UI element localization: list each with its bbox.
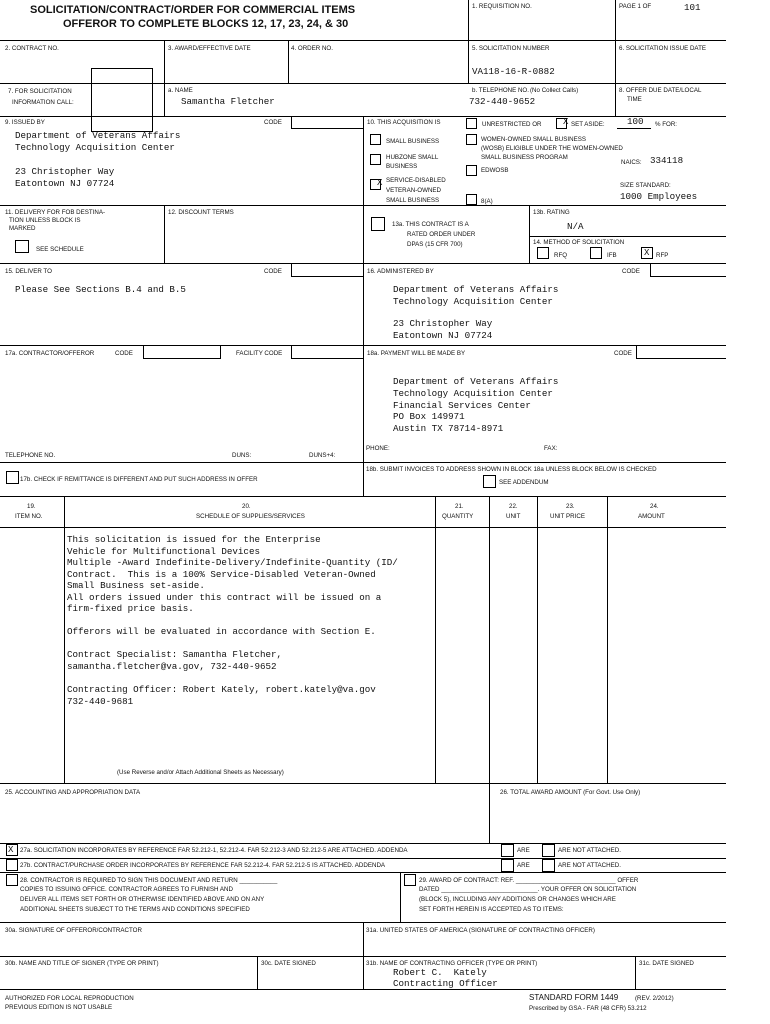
issued-by-line-1: Department of Veterans Affairs xyxy=(15,130,181,141)
schedule-line: This solicitation is issued for the Enterprise xyxy=(67,534,321,545)
percent-value: 100 xyxy=(627,116,644,127)
duns-label: DUNS: xyxy=(232,452,252,459)
rfq-checkbox[interactable] xyxy=(537,247,549,259)
28-label-2: COPIES TO ISSUING OFFICE. CONTRACTOR AGREES TO FURNISH AND xyxy=(20,886,233,893)
hubzone-checkbox[interactable] xyxy=(370,154,381,165)
deliver-to-code-label: CODE xyxy=(264,268,282,275)
rated-order-label-2: RATED ORDER UNDER xyxy=(407,231,476,238)
27a-are-not-checkbox[interactable] xyxy=(542,844,555,857)
unit-price-header: UNIT PRICE xyxy=(550,513,585,520)
page-label: PAGE 1 OF xyxy=(619,3,652,10)
27b-are-label: ARE xyxy=(517,862,530,869)
schedule-line: Contract. This is a 100% Service-Disabled Veteran-Owned xyxy=(67,569,376,580)
remittance-label: 17b. CHECK IF REMITTANCE IS DIFFERENT AND PUT SUCH ADDRESS IN OFFER xyxy=(20,476,258,483)
sdvosb-x: X xyxy=(377,178,383,188)
date-signed-offeror-label: 30c. DATE SIGNED xyxy=(261,960,316,967)
award-date-label: 3. AWARD/EFFECTIVE DATE xyxy=(168,45,251,52)
27b-are-not-checkbox[interactable] xyxy=(542,859,555,872)
size-standard-label: SIZE STANDARD: xyxy=(620,182,671,189)
name-label: a. NAME xyxy=(168,87,193,94)
27a-label: 27a. SOLICITATION INCORPORATES BY REFERENCE FAR 52.212-1, 52.212-4. FAR 52.212-3 AND 52.212-5 ARE ATTACHED. ADDENDA xyxy=(20,847,408,854)
requisition-label: 1. REQUISITION NO. xyxy=(472,3,532,10)
27a-are-not-label: ARE NOT ATTACHED. xyxy=(558,847,621,854)
amount-header: AMOUNT xyxy=(638,513,665,520)
28-label-3: DELIVER ALL ITEMS SET FORTH OR OTHERWISE IDENTIFIED ABOVE AND ON ANY xyxy=(20,896,265,903)
schedule-line: Contract Specialist: Samantha Fletcher, xyxy=(67,649,283,660)
item-no-header: ITEM NO. xyxy=(15,513,43,520)
quantity-header: QUANTITY xyxy=(442,513,474,520)
sdvosb-label-1: SERVICE-DISABLED xyxy=(386,177,446,184)
contact-name[interactable]: Samantha Fletcher xyxy=(181,96,275,107)
hubzone-label-2: BUSINESS xyxy=(386,163,418,170)
size-standard-value[interactable]: 1000 Employees xyxy=(620,191,698,202)
contract-no-label: 2. CONTRACT NO. xyxy=(5,45,59,52)
issued-by-code-label: CODE xyxy=(264,119,282,126)
administered-by-label: 16. ADMINISTERED BY xyxy=(367,268,434,275)
eight-a-checkbox[interactable] xyxy=(466,194,477,205)
29-label-1: 29. AWARD OF CONTRACT: REF. _____________________________ OFFER xyxy=(419,877,639,884)
29-label-3: (BLOCK 5), INCLUDING ANY ADDITIONS OR CHANGES WHICH ARE xyxy=(419,896,616,903)
wosb-checkbox[interactable] xyxy=(466,134,477,145)
deliver-to-label: 15. DELIVER TO xyxy=(5,268,52,275)
phone-label: PHONE: xyxy=(366,445,390,452)
percent-for-label: % FOR: xyxy=(655,121,678,128)
delivery-fob-label-2: TION UNLESS BLOCK IS xyxy=(9,217,81,224)
rating-value[interactable]: N/A xyxy=(567,221,584,232)
small-business-checkbox[interactable] xyxy=(370,134,381,145)
see-addendum-checkbox[interactable] xyxy=(483,475,496,488)
issued-by-code-box[interactable] xyxy=(291,116,363,129)
deliver-to-code-box[interactable] xyxy=(291,263,363,277)
date-signed-officer-label: 31c. DATE SIGNED xyxy=(639,960,694,967)
issued-by-line-2: Technology Acquisition Center xyxy=(15,142,175,153)
contractor-label: 17a. CONTRACTOR/OFFEROR xyxy=(5,350,95,357)
29-label-2: DATED ____________________________. YOUR OFFER ON SOLICITATION xyxy=(419,886,637,893)
signer-name-label: 30b. NAME AND TITLE OF SIGNER (TYPE OR PRINT) xyxy=(5,960,159,967)
see-schedule-label: SEE SCHEDULE xyxy=(36,246,84,253)
rated-order-label-1: 13a. THIS CONTRACT IS A xyxy=(392,221,469,228)
see-addendum-label: SEE ADDENDUM xyxy=(499,479,549,486)
officer-name-label: 31b. NAME OF CONTRACTING OFFICER (TYPE OR PRINT) xyxy=(366,960,538,967)
supplies-number: 20. xyxy=(242,503,251,510)
unrestricted-checkbox[interactable] xyxy=(466,118,477,129)
telephone-no-label: TELEPHONE NO. xyxy=(5,452,56,459)
officer-name: Robert C. Kately xyxy=(393,967,487,978)
remittance-checkbox[interactable] xyxy=(6,471,19,484)
rating-label: 13b. RATING xyxy=(533,209,570,216)
naics-value[interactable]: 334118 xyxy=(650,155,684,166)
schedule-footnote: (Use Reverse and/or Attach Additional Sheets as Necessary) xyxy=(117,769,284,776)
offer-due-label: 8. OFFER DUE DATE/LOCAL xyxy=(619,87,702,94)
unit-price-number: 23. xyxy=(566,503,575,510)
rated-order-checkbox[interactable] xyxy=(371,217,385,231)
issued-by-line-3: 23 Christopher Way xyxy=(15,166,115,177)
27b-checkbox[interactable] xyxy=(6,859,18,871)
administered-by-line-1: Department of Veterans Affairs xyxy=(393,284,559,295)
duns4-label: DUNS+4: xyxy=(309,452,336,459)
rfq-label: RFQ xyxy=(554,252,568,259)
acquisition-label: 10. THIS ACQUISITION IS xyxy=(367,119,441,126)
schedule-line: All orders issued under this contract will be issued on a xyxy=(67,592,382,603)
total-award-label: 26. TOTAL AWARD AMOUNT (For Govt. Use Only) xyxy=(500,789,641,796)
officer-title: Contracting Officer xyxy=(393,978,498,989)
solicitation-number[interactable]: VA118-16-R-0882 xyxy=(472,66,555,77)
amount-number: 24. xyxy=(650,503,659,510)
rfp-label: RFP xyxy=(656,252,669,259)
small-business-label: SMALL BUSINESS xyxy=(386,138,440,145)
27b-label: 27b. CONTRACT/PURCHASE ORDER INCORPORATES BY REFERENCE FAR 52.212-4. FAR 52.212-5 IS ATTACHED. ADDENDA xyxy=(20,862,386,869)
fax-label: FAX: xyxy=(544,445,558,452)
schedule-line: Small Business set-aside. xyxy=(67,580,205,591)
supplies-header: SCHEDULE OF SUPPLIES/SERVICES xyxy=(196,513,305,520)
delivery-fob-label-3: MARKED xyxy=(9,225,36,232)
form-title: SOLICITATION/CONTRACT/ORDER FOR COMMERCIAL ITEMS xyxy=(30,4,356,16)
edwosb-label: EDWOSB xyxy=(481,167,509,174)
schedule-line: samantha.fletcher@va.gov, 732-440-9652 xyxy=(67,661,277,672)
wosb-label-1: WOMEN-OWNED SMALL BUSINESS xyxy=(481,136,586,143)
27a-x: X xyxy=(8,845,14,855)
schedule-line: 732-440-9681 xyxy=(67,696,134,707)
27a-are-label: ARE xyxy=(517,847,530,854)
naics-label: NAICS: xyxy=(621,159,642,166)
schedule-line: Offerors will be evaluated in accordance with Section E. xyxy=(67,626,376,637)
27b-are-checkbox[interactable] xyxy=(501,859,514,872)
hubzone-label-1: HUBZONE SMALL xyxy=(386,154,439,161)
standard-form-number: STANDARD FORM 1449 xyxy=(529,993,619,1002)
payment-by-code-box[interactable] xyxy=(636,345,726,359)
signature-officer-label: 31a. UNITED STATES OF AMERICA (SIGNATURE OF CONTRACTING OFFICER) xyxy=(366,927,595,934)
eight-a-label: 8(A) xyxy=(481,198,493,205)
information-call-label: INFORMATION CALL: xyxy=(12,99,74,106)
signature-box xyxy=(91,68,153,132)
payment-by-line-4: PO Box 149971 xyxy=(393,411,465,422)
28-checkbox[interactable] xyxy=(6,874,18,886)
solicitation-number-label: 5. SOLICITATION NUMBER xyxy=(472,45,550,52)
solicitation-issue-date-label: 6. SOLICITATION ISSUE DATE xyxy=(619,45,706,52)
facility-code-box[interactable] xyxy=(291,345,363,359)
facility-code-label: FACILITY CODE xyxy=(236,350,283,357)
sdvosb-label-2: VETERAN-OWNED xyxy=(386,187,442,194)
quantity-number: 21. xyxy=(455,503,464,510)
payment-by-label: 18a. PAYMENT WILL BE MADE BY xyxy=(367,350,466,357)
schedule-line: firm-fixed price basis. xyxy=(67,603,194,614)
27a-are-checkbox[interactable] xyxy=(501,844,514,857)
form-subtitle: OFFEROR TO COMPLETE BLOCKS 12, 17, 23, 24, & 30 xyxy=(63,18,349,30)
29-label-4: SET FORTH HEREIN IS ACCEPTED AS TO ITEMS: xyxy=(419,906,564,913)
29-checkbox[interactable] xyxy=(404,874,416,886)
no-collect-note: (No Collect Calls) xyxy=(530,87,579,94)
item-no-number: 19. xyxy=(27,503,36,510)
28-label-4: ADDITIONAL SHEETS SUBJECT TO THE TERMS AND CONDITIONS SPECIFIED xyxy=(20,906,250,913)
method-label: 14. METHOD OF SOLICITATION xyxy=(533,239,625,246)
payment-by-line-2: Technology Acquisition Center xyxy=(393,388,553,399)
administered-by-code-box[interactable] xyxy=(650,263,726,277)
discount-terms-label: 12. DISCOUNT TERMS xyxy=(168,209,234,216)
issued-by-label: 9. ISSUED BY xyxy=(5,119,45,126)
unit-number: 22. xyxy=(509,503,518,510)
payment-by-line-1: Department of Veterans Affairs xyxy=(393,376,559,387)
deliver-to-value: Please See Sections B.4 and B.5 xyxy=(15,284,186,295)
previous-edition-note: PREVIOUS EDITION IS NOT USABLE xyxy=(5,1004,113,1011)
delivery-fob-label-1: 11. DELIVERY FOR FOB DESTINA- xyxy=(5,209,106,216)
signature-offeror-label: 30a. SIGNATURE OF OFFEROR/CONTRACTOR xyxy=(5,927,142,934)
payment-by-line-3: Financial Services Center xyxy=(393,400,531,411)
contractor-code-box[interactable] xyxy=(143,345,221,359)
offer-due-time-label: TIME xyxy=(627,96,642,103)
unit-header: UNIT xyxy=(506,513,521,520)
wosb-label-3: SMALL BUSINESS PROGRAM xyxy=(481,154,568,161)
accounting-label: 25. ACCOUNTING AND APPROPRIATION DATA xyxy=(5,789,141,796)
administered-by-line-4: Eatontown NJ 07724 xyxy=(393,330,493,341)
schedule-line: Vehicle for Multifunctional Devices xyxy=(67,546,260,557)
contractor-code-label: CODE xyxy=(115,350,133,357)
wosb-label-2: (WOSB) ELIGIBLE UNDER THE WOMEN-OWNED xyxy=(481,145,623,152)
administered-by-code-label: CODE xyxy=(622,268,640,275)
rated-order-label-3: DPAS (15 CFR 700) xyxy=(407,241,463,248)
telephone-number[interactable]: 732-440-9652 xyxy=(469,96,536,107)
form-revision: (REV. 2/2012) xyxy=(635,995,674,1002)
order-no-label: 4. ORDER NO. xyxy=(291,45,333,52)
sdvosb-label-3: SMALL BUSINESS xyxy=(386,197,440,204)
administered-by-line-3: 23 Christopher Way xyxy=(393,318,493,329)
28-label-1: 28. CONTRACTOR IS REQUIRED TO SIGN THIS DOCUMENT AND RETURN ___________ xyxy=(20,877,278,884)
schedule-line: Multiple -Award Indefinite-Delivery/Indefinite-Quantity (ID/ xyxy=(67,557,398,568)
schedule-line: Contracting Officer: Robert Kately, robert.kately@va.gov xyxy=(67,684,376,695)
ifb-label: IFB xyxy=(607,252,617,259)
27b-are-not-label: ARE NOT ATTACHED. xyxy=(558,862,621,869)
see-schedule-checkbox[interactable] xyxy=(15,240,29,253)
edwosb-checkbox[interactable] xyxy=(466,165,477,176)
rfp-x: X xyxy=(644,248,650,258)
payment-by-line-5: Austin TX 78714-8971 xyxy=(393,423,504,434)
submit-invoices-label: 18b. SUBMIT INVOICES TO ADDRESS SHOWN IN BLOCK 18a UNLESS BLOCK BELOW IS CHECKED xyxy=(366,466,657,473)
prescribed-by: Prescribed by GSA - FAR (48 CFR) 53.212 xyxy=(529,1005,647,1012)
telephone-label: b. TELEPHONE NO. xyxy=(472,87,529,94)
issued-by-line-4: Eatontown NJ 07724 xyxy=(15,178,115,189)
ifb-checkbox[interactable] xyxy=(590,247,602,259)
for-solicitation-label: 7. FOR SOLICITATION xyxy=(8,88,72,95)
unrestricted-label: UNRESTRICTED OR xyxy=(482,121,542,128)
set-aside-x: X xyxy=(563,117,569,127)
authorized-reproduction: AUTHORIZED FOR LOCAL REPRODUCTION xyxy=(5,995,134,1002)
page-total: 101 xyxy=(684,2,701,13)
set-aside-label: SET ASIDE: xyxy=(571,121,605,128)
payment-by-code-label: CODE xyxy=(614,350,632,357)
administered-by-line-2: Technology Acquisition Center xyxy=(393,296,553,307)
